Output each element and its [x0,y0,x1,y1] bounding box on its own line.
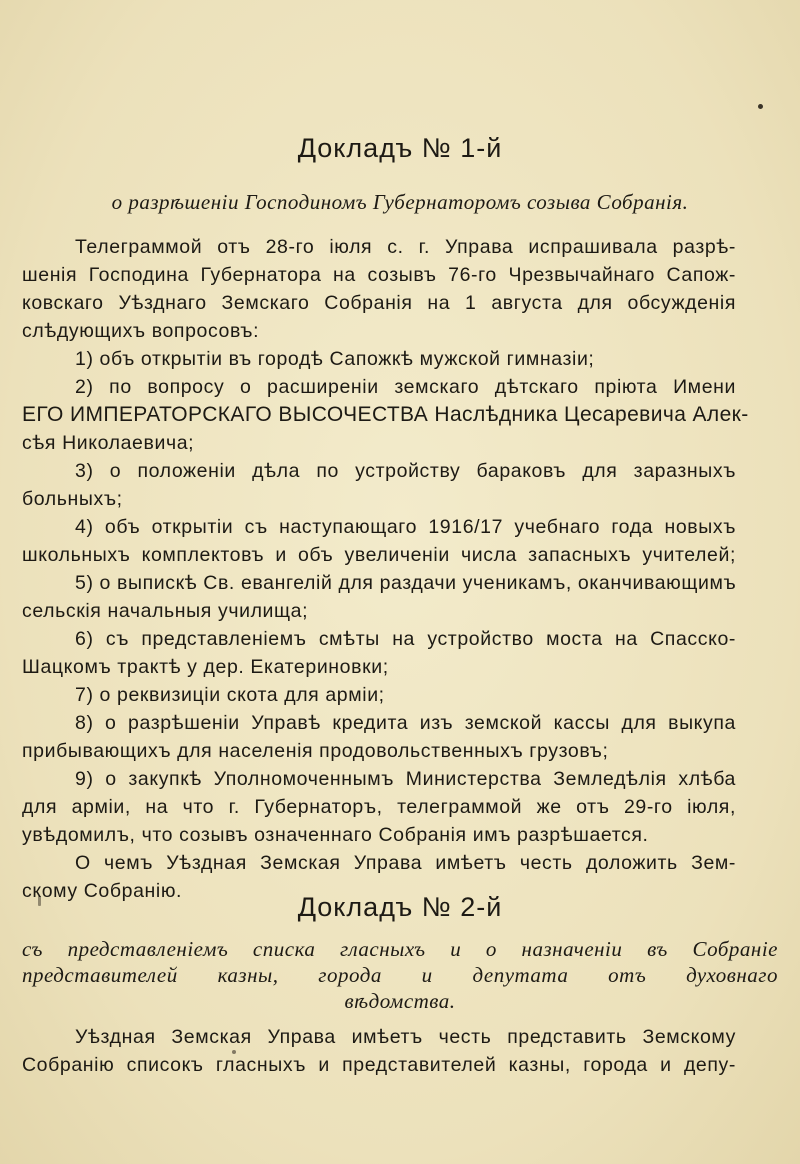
report-2-line: Собранію списокъ гласныхъ и представителей казны, города и депу- [22,1054,736,1076]
report-1-line: Телеграммой отъ 28-го іюля с. г. Управа испрашивала разрѣ- [75,236,736,258]
report-1-list-item: 1) объ открытіи въ городѣ Сапожкѣ мужской гимназіи; [75,348,595,370]
report-1-line: скому Собранію. [22,880,183,902]
report-1-list-item: 5) о выпискѣ Св. евангелій для раздачи ученикамъ, оканчивающимъ [75,572,737,594]
report-1-line: сѣя Николаевича; [22,432,195,454]
report-2-subtitle: представителей казны, города и депутата отъ духовнаго [22,963,778,987]
report-2-line: Уѣздная Земская Управа имѣетъ честь представить Земскому [75,1026,736,1048]
report-1-line: увѣдомилъ, что созывъ означеннаго Собранія имъ разрѣшается. [22,824,649,846]
ink-speck [758,104,763,109]
report-1-list-item: 4) объ открытіи съ наступающаго 1916/17 учебнаго года новыхъ [75,516,736,538]
report-2-subtitle: вѣдомства. [344,989,456,1013]
report-1-heading: Докладъ № 1-й [297,133,503,163]
report-1-closing: О чемъ Уѣздная Земская Управа имѣетъ честь доложить Зем- [75,852,736,874]
report-1-list-item: 2) по вопросу о расширеніи земскаго дѣтскаго пріюта Имени [75,376,736,398]
report-1-line: ЕГО ИМПЕРАТОРСКАГО ВЫСОЧЕСТВА Наслѣдника Цесаревича Алек- [22,403,749,426]
report-1-list-item: 9) о закупкѣ Уполномоченнымъ Министерства Земледѣлія хлѣба [75,768,736,790]
report-1-list-item: 7) о реквизиціи скота для арміи; [75,684,385,706]
report-1-list-item: 8) о разрѣшеніи Управѣ кредита изъ земской кассы для выкупа [75,712,736,734]
report-1-line: слѣдующихъ вопросовъ: [22,320,260,342]
report-2-subtitle: съ представленіемъ списка гласныхъ и о назначеніи въ Собраніе [22,937,778,961]
report-2-heading: Докладъ № 2-й [297,892,503,922]
report-1-line: сельскія начальныя училища; [22,600,309,622]
report-1-list-item: 6) съ представленіемъ смѣты на устройство моста на Спасско- [75,628,736,650]
report-1-line: больныхъ; [22,488,123,510]
report-1-line: школьныхъ комплектовъ и объ увеличеніи числа запасныхъ учителей; [22,544,736,566]
report-1-line: для арміи, на что г. Губернаторъ, телеграммой же отъ 29-го іюля, [22,796,736,818]
report-1-line: шенія Господина Губернатора на созывъ 76-го Чрезвычайнаго Сапож- [22,264,736,286]
report-1-line: прибывающихъ для населенія продовольственныхъ грузовъ; [22,740,609,762]
report-1-subtitle: о разрѣшеніи Господиномъ Губернаторомъ созыва Собранія. [111,190,689,214]
report-1-line: Шацкомъ трактѣ у дер. Екатериновки; [22,656,389,678]
report-1-list-item: 3) о положеніи дѣла по устройству бараковъ для заразныхъ [75,460,736,482]
report-1-line: ковскаго Уѣзднаго Земскаго Собранія на 1 августа для обсужденія [22,292,736,314]
